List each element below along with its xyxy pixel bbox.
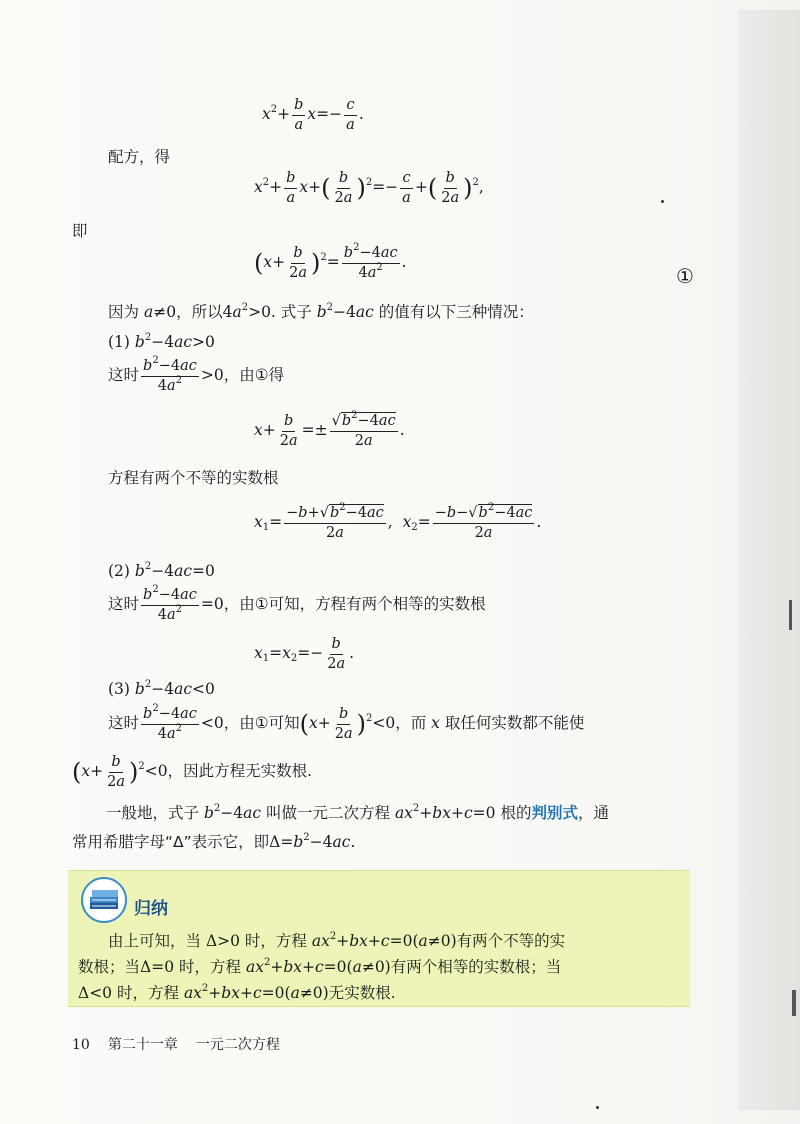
equation-complete-square: $x^2+$ $\frac{b}{a}$ x+( $\frac{b}{2a}$ )$^2$=− $\frac{c}{a}$ +( $\frac{b}{2a}$ )$^2$,	[254, 170, 484, 206]
speck	[596, 1106, 599, 1109]
case-3-conclusion: (x+ $\frac{b}{2a}$ )$^2$<0，因此方程无实数根.	[72, 754, 313, 790]
equation-number-1: ①	[676, 264, 694, 288]
case-1-heading: (1) $b^2-4ac>0$	[108, 332, 215, 351]
case-2-text: 这时 $\frac{b^2-4ac}{4a^2}$ =0，由①可知，方程有两个相等的实数根	[108, 584, 486, 623]
page-footer	[72, 1034, 280, 1054]
text-two-unequal-roots: 方程有两个不等的实数根	[108, 469, 279, 487]
general-statement-line2: 常用希腊字母“Δ”表示它，即$\Delta=b^2-4ac$.	[72, 832, 356, 851]
book-stack-icon	[80, 877, 132, 923]
adjacent-page-edge	[738, 10, 800, 1110]
case-1-text: 这时 $\frac{b^2-4ac}{4a^2}$ >0，由①得	[108, 355, 285, 394]
discriminant-term: 判别式	[531, 804, 578, 822]
case-1-roots: $x_1=$ $\frac{-b+√b^2-4ac}{2a}$ , $x_2=$ $\frac{-b-√b^2-4ac}{2a}$ .	[254, 502, 542, 541]
page-number: 10	[72, 1037, 90, 1053]
equation-1: (x+ $\frac{b}{2a}$ )$^2$= $\frac{b^2-4ac}{4a^2}$ .	[254, 242, 407, 281]
adjacent-page-mark	[789, 600, 792, 630]
case-2-roots: $x_1=x_2=-$ $\frac{b}{2a}$ .	[254, 636, 355, 672]
equation-divided: $x^2+$ $\frac{b}{a}$ x=− $\frac{c}{a}$ .	[262, 97, 364, 133]
text-peifang: 配方，得	[108, 148, 171, 166]
text-ji: 即	[72, 222, 88, 240]
summary-line-2: 数根；当Δ=0 时，方程 $ax^2+bx+c=0(a\ne 0)$有两个相等的实数根；当	[78, 957, 562, 976]
case-3-text: 这时 $\frac{b^2-4ac}{4a^2}$ <0，由①可知(x+ $\frac{b}{2a}$ )$^2$<0，而 x 取任何实数都不能使	[108, 703, 585, 742]
case-3-heading: (3) $b^2-4ac<0$	[108, 679, 215, 698]
chapter-title: 一元二次方程	[195, 1037, 280, 1053]
summary-line-3: Δ<0 时，方程 $ax^2+bx+c=0(a\ne 0)$无实数根.	[78, 983, 396, 1002]
general-statement-line1: 一般地，式子 $b^2-4ac$ 叫做一元二次方程 $ax^2+bx+c=0$ 根的判别式，通	[106, 803, 609, 822]
summary-line-1: 由上可知，当 Δ>0 时，方程 $ax^2+bx+c=0(a\ne 0)$有两个不等的实	[108, 931, 566, 950]
text-because: 因为 a≠0，所以$4a^2>0$. 式子 $b^2-4ac$ 的值有以下三种情况：	[108, 302, 534, 321]
summary-box	[68, 870, 690, 1007]
chapter-label: 第二十一章	[107, 1037, 178, 1053]
summary-title: 归纳	[134, 899, 168, 919]
speck	[661, 200, 664, 203]
case-2-heading: (2) $b^2-4ac=0$	[108, 561, 215, 580]
adjacent-page-mark	[792, 990, 796, 1016]
case-1-equation: x+ $\frac{b}{2a}$ =± $\frac{√b^2-4ac}{2a}$ .	[254, 410, 405, 449]
